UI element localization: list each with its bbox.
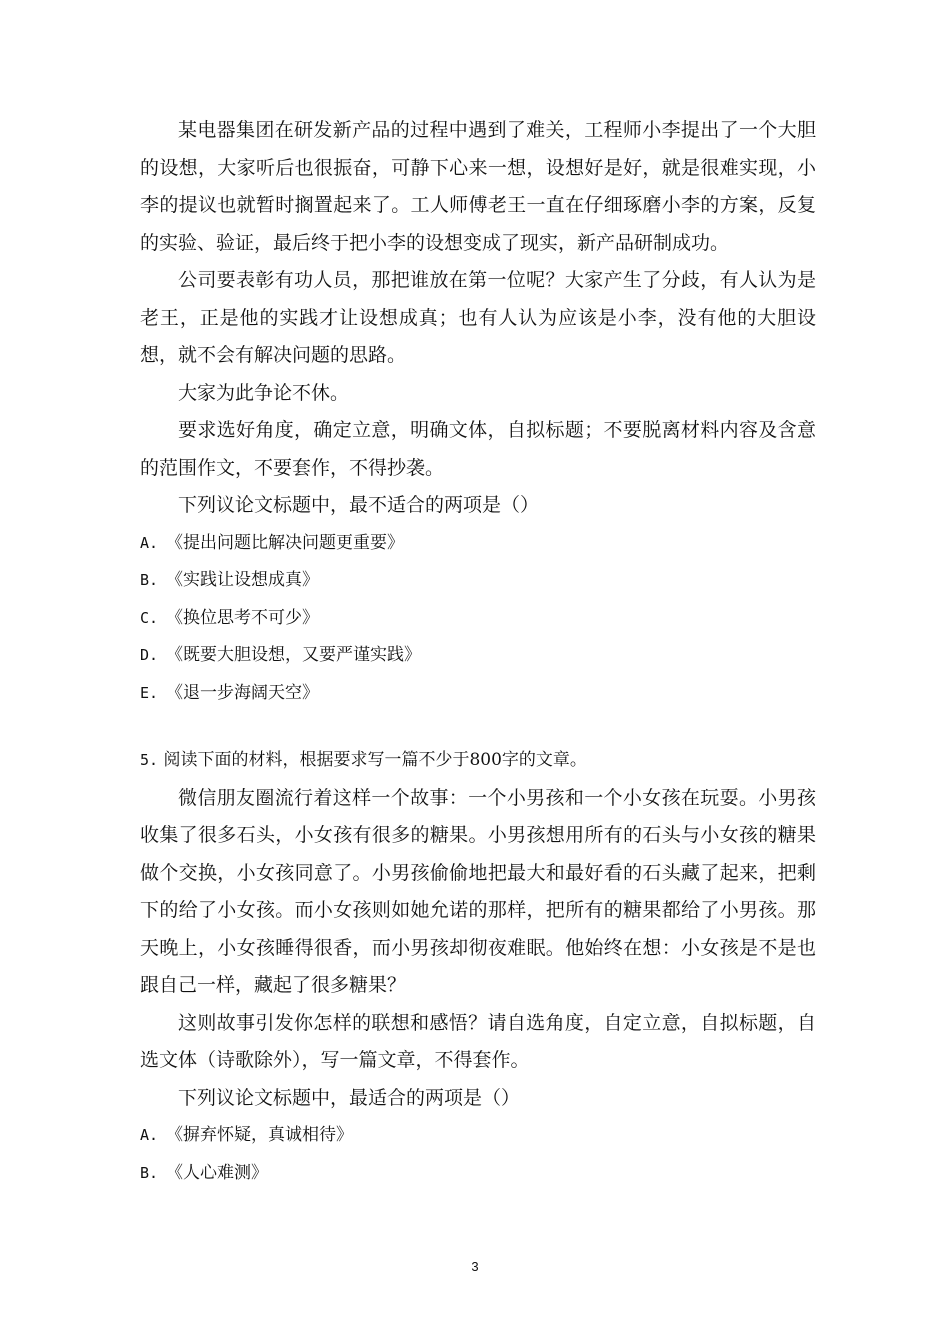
option-text: 《换位思考不可少》 [166, 607, 319, 628]
option-letter: A. [140, 1126, 159, 1144]
option-b [140, 1155, 816, 1193]
option-text: 《摒弃怀疑，真诚相待》 [166, 1125, 353, 1145]
section-gap [140, 712, 816, 742]
paragraph: 要求选好角度，确定立意，明确文体，自拟标题；不要脱离材料内容及含意的范围作文，不要套作，不得抄袭。 [140, 419, 816, 479]
option-text: 《退一步海阔天空》 [166, 682, 319, 703]
option-text: 《既要大胆设想，又要严谨实践》 [166, 645, 421, 665]
paragraph: 这则故事引发你怎样的联想和感悟？请自选角度，自定立意，自拟标题，自选文体（诗歌除外），写一篇文章，不得套作。 [140, 1011, 816, 1071]
option-letter: B. [140, 1163, 159, 1182]
question-prompt: 下列议论文标题中，最适合的两项是（） [178, 1086, 521, 1109]
option-letter: B. [140, 571, 159, 589]
option-letter: E. [140, 683, 159, 702]
paragraph: 微信朋友圈流行着这样一个故事：一个小男孩和一个小女孩在玩耍。小男孩收集了很多石头，小女孩有很多的糖果。小男孩想用所有的石头与小女孩的糖果做个交换，小女孩同意了。小男孩偷偷地把最大和最好看的石头藏了起来，把剩下的给了小女孩。而小女孩则如她允诺的那样，把所有的糖果都给了小男孩。那天晚上，小女孩睡得很香，而小男孩却彻夜难眠。他始终在想：小女孩是不是也跟自己一样，藏起了很多糖果？ [140, 786, 816, 996]
question-number: 5. [140, 751, 159, 769]
page-content [140, 112, 816, 1192]
page-number: 3 [471, 1259, 479, 1274]
option-a [140, 1117, 816, 1155]
option-b [140, 562, 816, 600]
option-a [140, 525, 816, 563]
question-5-heading [140, 742, 816, 780]
option-letter: C. [140, 608, 159, 627]
paragraph: 某电器集团在研发新产品的过程中遇到了难关，工程师小李提出了一个大胆的设想，大家听后也很振奋，可静下心来一想，设想好是好，就是很难实现，小李的提议也就暂时搁置起来了。工人师傅老王一直在仔细琢磨小李的方案，反复的实验、验证，最后终于把小李的设想变成了现实，新产品研制成功。 [140, 119, 816, 254]
paragraph: 公司要表彰有功人员，那把谁放在第一位呢？大家产生了分歧，有人认为是老王，正是他的实践才让设想成真；也有人认为应该是小李，没有他的大胆设想，就不会有解决问题的思路。 [140, 269, 816, 366]
option-text: 《人心难测》 [166, 1162, 268, 1183]
paragraph: 大家为此争论不休。 [178, 381, 350, 404]
option-text: 《实践让设想成真》 [166, 570, 319, 590]
option-letter: A. [140, 533, 159, 552]
option-text: 《提出问题比解决问题更重要》 [166, 532, 404, 553]
option-letter: D. [140, 646, 159, 664]
option-c [140, 600, 816, 638]
question-prompt: 下列议论文标题中，最不适合的两项是（） [178, 494, 540, 516]
option-d [140, 637, 816, 675]
option-e [140, 675, 816, 713]
question-prompt: 阅读下面的材料，根据要求写一篇不少于800字的文章。 [163, 750, 587, 770]
